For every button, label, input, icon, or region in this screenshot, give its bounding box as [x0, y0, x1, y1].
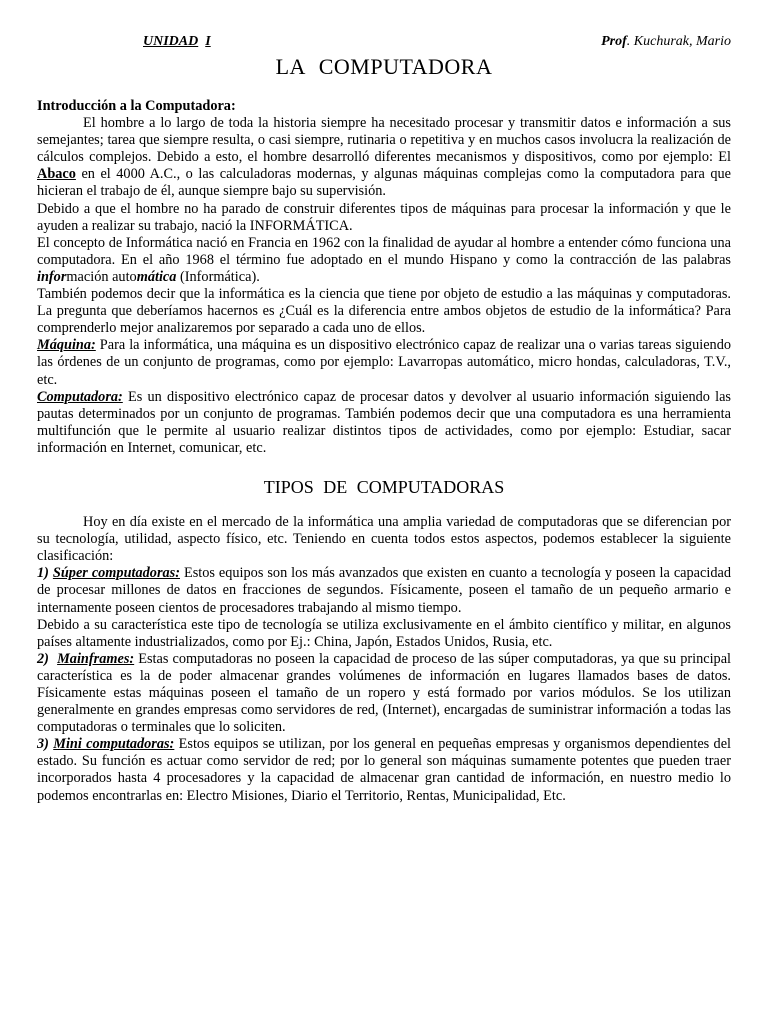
mainframes-term: Mainframes: — [57, 650, 135, 667]
tipo-super-computadoras-uso: Debido a su característica este tipo de tecnología se utiliza exclusivamente en el ámbito científico y militar, en algunos países altamente industrializados, como por Ej.: China, Japón, Estados Unidos, Rusia, etc. — [37, 616, 731, 650]
section-title-tipos: TIPOS DE COMPUTADORAS — [263, 476, 505, 497]
maquina-term: Máquina: — [37, 337, 96, 354]
maquina-definition: Máquina: Para la informática, una máquina es un dispositivo electrónico capaz de realizar una o varias tareas siguiendo las órdenes de un conjunto de programas, como por ejemplo: Lavarropas automático, micro hondas, calculadoras, T.V., etc. — [37, 337, 731, 388]
unit-label: UNIDAD I — [143, 34, 211, 49]
intro-paragraph-2: Debido a que el hombre no ha parado de construir diferentes tipos de máquinas para procesar la información y que le ayuden a realizar su trabajo, nació la INFORMÁTICA. — [37, 200, 731, 234]
tipo-mini-computadoras: 3) Mini computadoras: Estos equipos se utilizan, por los general en pequeñas empresas y organismos dependientes del estado. Su función es actuar como servidor de red; por lo general son máquinas sumamente potentes que pueden traer incorporados hasta 4 procesadores y la capacidad de almacenar gran cantidad de información, en nuestro medio lo podemos encontrarlas en: Electro Misiones, Diario el Territorio, Rentas, Municipalidad, Etc. — [37, 736, 732, 804]
unit-number: I — [205, 34, 211, 49]
intro-heading: Introducción a la Computadora: — [37, 98, 236, 114]
mini-computadoras-term: Mini computadoras: — [53, 736, 175, 753]
tipo-mainframes: 2) Mainframes: Estas computadoras no poseen la capacidad de proceso de las súper computadoras, ya que su principal característica es la de poder almacenar grandes volúmenes de información en lugares llamados bases de datos. Físicamente estas máquinas poseen el tamaño de un ropero y está formado por varios módulos. Se los utilizan generalmente en grandes empresas como servidores de red, (Internet), encargadas de suministrar información a todas las computadoras o terminales que lo soliciten. — [37, 650, 732, 736]
tipo-super-computadoras: 1) Súper computadoras: Estos equipos son los más avanzados que existen en cuanto a tecnología y poseen la capacidad de procesar millones de datos en fracciones de segundos. Físicamente, poseen el tamaño de un pequeño armario e internamente poseen cientos de procesadores trabajando al mismo tiempo. — [37, 565, 731, 616]
computadora-definition: Computadora: Es un dispositivo electrónico capaz de procesar datos y devolver al usuario información siguiendo las pautas determinados por un conjunto de programas. También podemos decir que una computadora es una herramienta multifunción que le permite al usuario realizar distintos tipos de actividades, como por ejemplo: Estudiar, sacar información en Internet, comunicar, etc. — [37, 388, 731, 456]
intro-paragraph-1: El hombre a lo largo de toda la historia siempre ha necesitado procesar y transmitir datos e información a sus semejantes; tarea que siempre resulta, o casi siempre, rutinaria o repetitiva y en muchos casos involucra la realización de cálculos complejos. Debido a esto, el hombre desarrolló diferentes mecanismos y dispositivos, como por ejemplo: El Abaco en el 4000 A.C., o las calculadoras modernas, y algunas máquinas complejas como la computadora para que hicieran el trabajo de él, aunque siempre bajo su supervisión. — [37, 115, 731, 200]
intro-section — [37, 98, 731, 805]
page-title: LA COMPUTADORA — [275, 54, 493, 79]
teacher-name: Prof. Kuchurak, Mario — [601, 34, 731, 49]
computadora-term: Computadora: — [37, 388, 123, 405]
super-computadoras-term: Súper computadoras: — [52, 565, 180, 582]
intro-paragraph-4: También podemos decir que la informática es la ciencia que tiene por objeto de estudio a las máquinas y computadoras. La pregunta que deberíamos hacernos es ¿Cuál es la diferencia entre ambos objetos de estudio de la informática? Para comprenderlo mejor analizaremos por separado a cada uno de ellos. — [37, 286, 731, 337]
abaco-term: Abaco — [37, 166, 76, 183]
intro-paragraph-3: El concepto de Informática nació en Francia en 1962 con la finalidad de ayudar al hombre a entender cómo funciona una computadora. En el año 1968 el término fue adoptado en el mundo Hispano y como la contracción de las palabras información automática (Informática). — [37, 234, 731, 285]
page-header — [37, 34, 731, 54]
tipos-paragraph-1: Hoy en día existe en el mercado de la informática una amplia variedad de computadoras que se diferencian por su tecnología, utilidad, aspecto físico, etc. Teniendo en cuenta todos estos aspectos, podemos establecer la siguiente clasificación: — [37, 514, 731, 565]
